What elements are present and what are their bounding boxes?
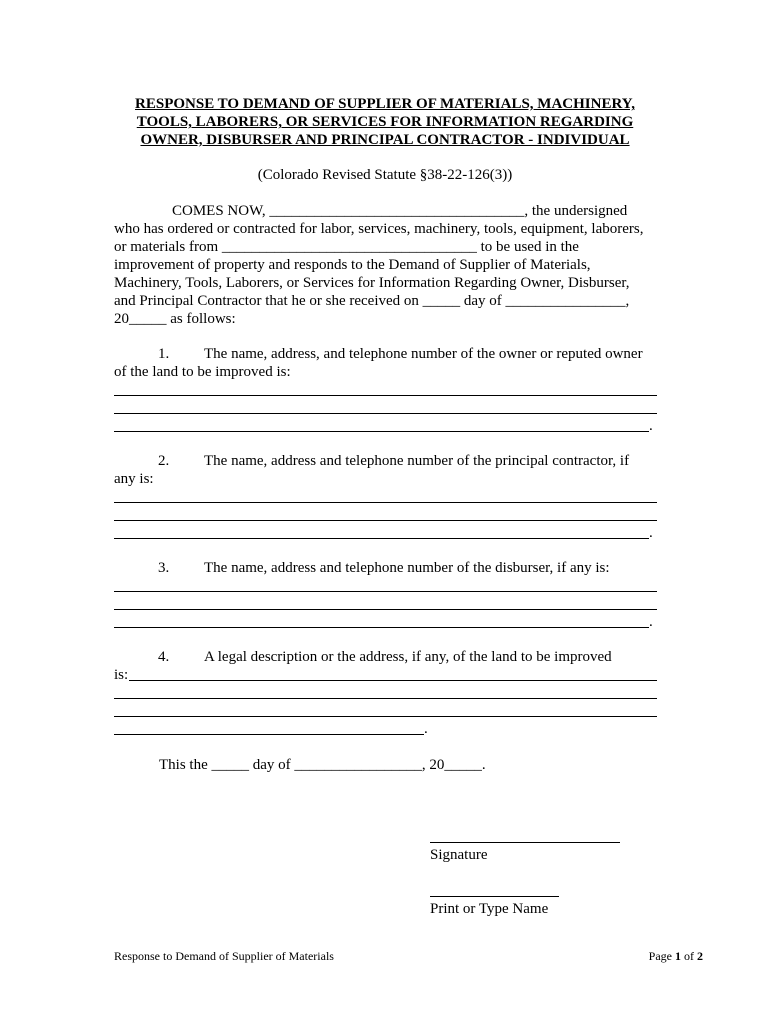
item-1-text-cont: of the land to be improved is:: [114, 364, 291, 380]
page-prefix: Page: [648, 949, 675, 963]
item-3-period: .: [649, 614, 653, 630]
item-4-period: .: [424, 721, 428, 737]
footer-document-name: Response to Demand of Supplier of Materials: [114, 949, 334, 963]
item-4-text-cont: is:: [114, 667, 129, 683]
document-title-line-2: TOOLS, LABORERS, OR SERVICES FOR INFORMATION REGARDING: [136, 114, 634, 130]
page-of: of: [681, 949, 697, 963]
intro-line-5: Machinery, Tools, Laborers, or Services for Information Regarding Owner, Disburser,: [114, 275, 630, 291]
intro-line-2: who has ordered or contracted for labor, services, machinery, tools, equipment, laborers,: [114, 221, 644, 237]
document-title-line-1: RESPONSE TO DEMAND OF SUPPLIER OF MATERIALS, MACHINERY,: [135, 96, 635, 112]
intro-line-3: or materials from __________________________________ to be used in the: [114, 239, 579, 255]
print-name-label: Print or Type Name: [430, 901, 549, 917]
item-2-number: 2.: [158, 453, 170, 469]
item-3-text: The name, address and telephone number of the disburser, if any is:: [204, 560, 610, 576]
item-2-period: .: [649, 525, 653, 541]
page-total: 2: [697, 949, 703, 963]
item-2-answer-line[interactable]: [114, 520, 657, 521]
item-1-number: 1.: [158, 346, 170, 362]
signature-line[interactable]: [430, 842, 620, 843]
item-2-answer-line[interactable]: [114, 538, 649, 539]
item-4-answer-line[interactable]: [129, 680, 657, 681]
footer-page-number: [649, 949, 703, 963]
intro-line-4: improvement of property and responds to the Demand of Supplier of Materials,: [114, 257, 591, 273]
signature-label: Signature: [430, 847, 488, 863]
intro-line-7: 20_____ as follows:: [114, 311, 236, 327]
item-3-number: 3.: [158, 560, 170, 576]
item-4-answer-line[interactable]: [114, 734, 424, 735]
item-2-text-cont: any is:: [114, 471, 154, 487]
statute-reference: (Colorado Revised Statute §38-22-126(3)): [257, 167, 513, 183]
item-2-answer-line[interactable]: [114, 502, 657, 503]
item-4-number: 4.: [158, 649, 170, 665]
item-1-answer-line[interactable]: [114, 395, 657, 396]
item-4-answer-line[interactable]: [114, 716, 657, 717]
dated-line: This the _____ day of _________________, 20_____.: [159, 757, 486, 773]
document-title-line-3: OWNER, DISBURSER AND PRINCIPAL CONTRACTOR - INDIVIDUAL: [140, 132, 630, 148]
item-1-answer-line[interactable]: [114, 413, 657, 414]
item-3-answer-line[interactable]: [114, 591, 657, 592]
intro-line-6: and Principal Contractor that he or she received on _____ day of ________________,: [114, 293, 630, 309]
item-1-text: The name, address, and telephone number of the owner or reputed owner: [204, 346, 643, 362]
item-1-answer-line[interactable]: [114, 431, 649, 432]
item-1-period: .: [649, 418, 653, 434]
item-3-answer-line[interactable]: [114, 627, 649, 628]
print-name-line[interactable]: [430, 896, 559, 897]
item-3-answer-line[interactable]: [114, 609, 657, 610]
page-current: 1: [675, 949, 681, 963]
item-4-answer-line[interactable]: [114, 698, 657, 699]
item-4-text: A legal description or the address, if any, of the land to be improved: [204, 649, 612, 665]
intro-line-1: COMES NOW, __________________________________, the undersigned: [172, 203, 628, 219]
item-2-text: The name, address and telephone number of the principal contractor, if: [204, 453, 630, 469]
